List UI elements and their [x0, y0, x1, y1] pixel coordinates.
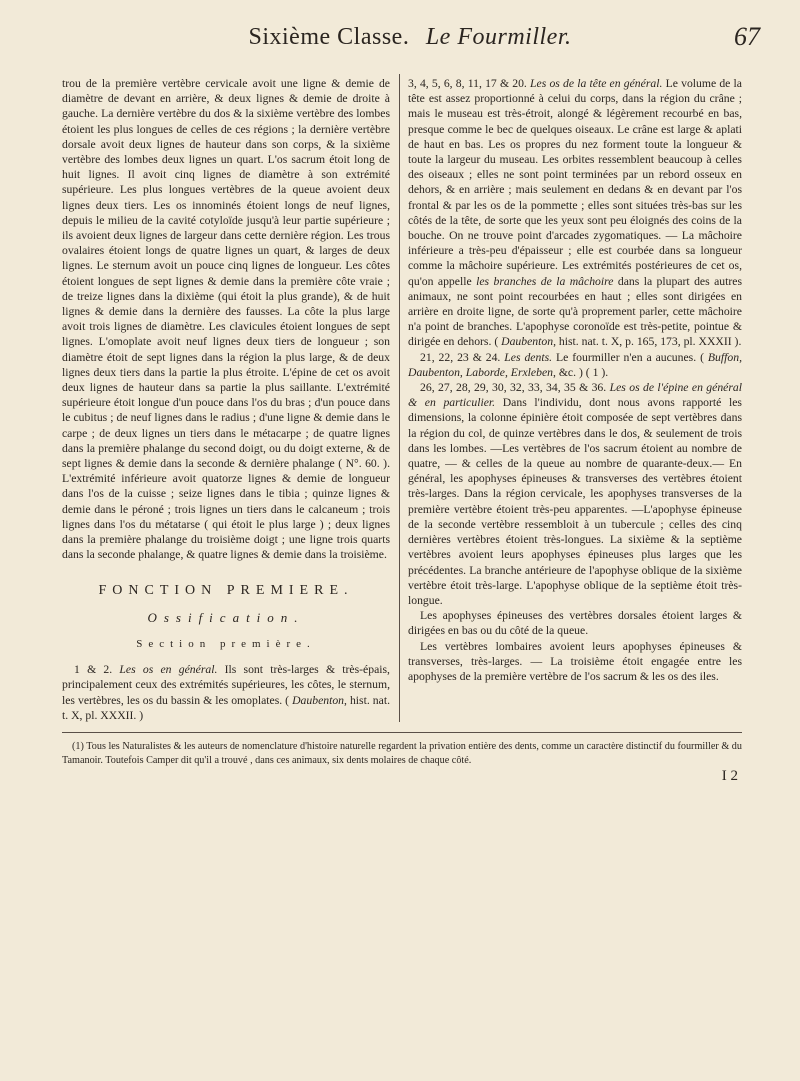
signature-mark: I 2 [721, 768, 738, 784]
paragraph: Les apophyses épineuses des vertèbres dorsales étoient larges & dirigées en bas ou du côté de la queue. [408, 609, 742, 638]
paragraph [408, 380, 742, 608]
paragraph [408, 350, 742, 380]
para-body: Ils sont très-larges & très-épais, principalement ceux des extrémités supérieures, les côtes, le sternum, les vertèbres, les os du bassin & les omoplates. ( [62, 663, 390, 707]
left-column [62, 76, 390, 723]
para-subject: Les os en général. [119, 663, 218, 677]
para-number: 3, 4, 5, 6, 8, 11, 17 & 20. [408, 77, 531, 90]
paragraph [62, 662, 390, 723]
para-number: 26, 27, 28, 29, 30, 32, 33, 34, 35 & 36. [420, 381, 610, 395]
section-label: Sixième Classe. [248, 24, 410, 50]
paragraph: trou de la première vertèbre cervicale avoit une ligne & demie de diamètre de devant en arrière, & deux lignes & demie de droite à gauche. La dernière vertèbre du dos & la sixième vertèbre des lombes étoient les plus longues de celles de ces régions ; la dernière vertèbre dorsale avoit deux lignes de hauteur dans son corps, & la sixième vertèbre des lombes deux lignes un quart. L'os sacrum étoit long de huit lignes. Il avoit cinq lignes de diamètre à son extrémité supérieure. Les plus longues vertèbres de la queue avoient deux lignes deux tiers. Les os innominés étoient longs de neuf lignes, depuis le milieu de la cavité cotyloïde jusqu'à leur partie supérieure ; ils avoient deux lignes de largeur dans cette dernière région. Les trous ovalaires étoient longs de quatre lignes un quart, & larges de deux lignes. Le sternum avoit un pouce cinq lignes de longueur. Les côtes étoient longues de sept lignes & demie dans la première côte vraie ; de treize lignes dans la dixième (qui étoit la plus grande), & de huit lignes & demie dans la dernière des fausses. La côte la plus large avoit trois lignes de diamètre. Les clavicules étoient longues de sept lignes. L'omoplate avoit neuf lignes deux tiers de longueur ; son diamètre étoit de sept lignes dans la région la plus large, & de deux lignes deux tiers dans la partie la plus étroite. L'épine de cet os avoit deux lignes de hauteur dans sa partie la plus saillante. L'extrémité supérieure étoit longue d'un pouce dans l'os du bras ; d'un pouce dans le cubitus ; de neuf lignes dans le radius ; d'une ligne & demie dans le carpe ; de deux lignes un tiers dans le métacarpe ; de quatre lignes dans la première phalange du second doigt, ou du doigt externe, & de sept lignes & demie dans la seconde & dernière phalange ( N°. 60. ). L'extrémité inférieure avoit quatorze lignes & demie de longueur dans l'os de la cuisse ; seize lignes dans le tibia ; quinze lignes & demie dans le péroné ; trois lignes un tiers dans le calcaneum ; trois lignes dans l'os du métatarse ( qui étoit le plus large ) ; deux lignes dans la première phalange du troisième doigt ; une ligne trois quarts dans la seconde phalange, & quatre lignes & demie dans la troisième. [62, 77, 390, 562]
para-body: Le fourmiller n'en a aucunes. ( [552, 350, 708, 364]
citation: Daubenton [501, 335, 554, 349]
page-number: 67 [734, 22, 760, 51]
column-divider [399, 74, 400, 722]
footnote: (1) Tous les Naturalistes & les auteurs de nomenclature d'histoire naturelle regardent la privation entière des dents, comme un caractère distinctif du fourmiller & du Tamanoir. Toutefois Camper dit qu'il a trouvé , dans ces animaux, six dents molaires de chaque côté. [62, 741, 742, 766]
para-number: 1 & 2. [74, 663, 120, 677]
running-head [60, 24, 760, 51]
para-term: les branches de la mâchoire [476, 274, 614, 288]
para-subject: Les os de l'épine en général & en particulier. [408, 381, 743, 410]
para-number: 21, 22, 23 & 24. [420, 350, 505, 364]
heading-section: Section première. [136, 637, 316, 650]
heading-ossification: Ossification. [147, 609, 305, 625]
para-body: Dans l'individu, dont nous avons rapporté les dimensions, la colonne épinière étoit composée de sept vertèbres dans la région du col, de quinze vertèbres dans le dos, & seulement de trois dans les lombes. —Les vertèbres de l'os sacrum étoient au nombre de quatre, — & celles de la queue au nombre de quarante-deux.— En général, les apophyses épineuses & transverses des vertèbres étoient très-larges. Dans la région cervicale, les apophyses transverses de la première vertèbre étoient très-peu apparentes. —L'apophyse épineuse de la seconde vertèbre ressembloit à un tubercule ; celles des cinq dernières vertèbres étoient très-longues. La sixième & la septième vertèbres avoient leurs apophyses épineuses plus larges que les précédentes. La branche antérieure de l'apophyse oblique de la sixième vertèbre étoit très-large. L'apophyse oblique de la septième étoit très-longue. [408, 396, 742, 607]
para-subject: Les os de la tête en général. [530, 77, 663, 90]
chapter-title: Le Fourmiller. [425, 24, 572, 50]
para-subject: Les dents. [504, 350, 553, 364]
heading-function: FONCTION PREMIERE. [98, 582, 354, 598]
footnote-divider [62, 732, 742, 733]
para-tail: , hist. nat. t. X, pl. XXXII. ) [62, 693, 390, 722]
right-column [408, 76, 742, 684]
running-header [60, 18, 760, 58]
citation: Daubenton [292, 693, 345, 707]
para-tail: , hist. nat. t. X, p. 165, 173, pl. XXXII ). [553, 335, 742, 349]
paragraph: Les vertèbres lombaires avoient leurs apophyses épineuses & transverses, très-larges. — La troisième étoit engagée entre les apophyses de la première vertèbre de l'os sacrum & les os des iles. [408, 639, 742, 683]
para-body: dans la plupart des autres animaux, ne sont point recourbées en haut ; elles sont dirigées en arrière en droite ligne, de sorte qu'à proprement parler, cette mâchoire n'a point de branches. L'apophyse coronoïde est très-petite, pointue & dirigée en dehors. ( [408, 274, 742, 349]
citation: Buffon, Daubenton, Laborde, Erxleben [408, 350, 743, 379]
para-body: Le volume de la tête est assez proportionné à celui du corps, dans la région du crâne ; mais le museau est très-étroit, alongé & légèrement recourbé en bas, presque comme le bec de quelques oiseaux. Le crâne est large & aplati de haut en bas. Les os propres du nez forment toute la longueur & toute la largeur du museau. Les orbites ressemblent beaucoup à celles des oiseaux ; elles ne sont point terminées par un rebord osseux en dehors, & en arrière ; mais seulement en dedans & en devant par l'os frontal & par les os de la pommette ; elles sont situées très-bas sur les côtés de la tête, de sorte que les yeux sont peu éloignés des coins de la bouche. On ne trouve point d'arcades zygomatiques. — La mâchoire inférieure a très-peu d'épaisseur ; elle est courbée dans sa longueur comme la mâchoire supérieure. Les extrémités postérieures de cet os, qu'on appelle [408, 77, 742, 288]
paragraph [408, 76, 742, 350]
para-tail: , &c. ) ( 1 ). [553, 365, 609, 379]
